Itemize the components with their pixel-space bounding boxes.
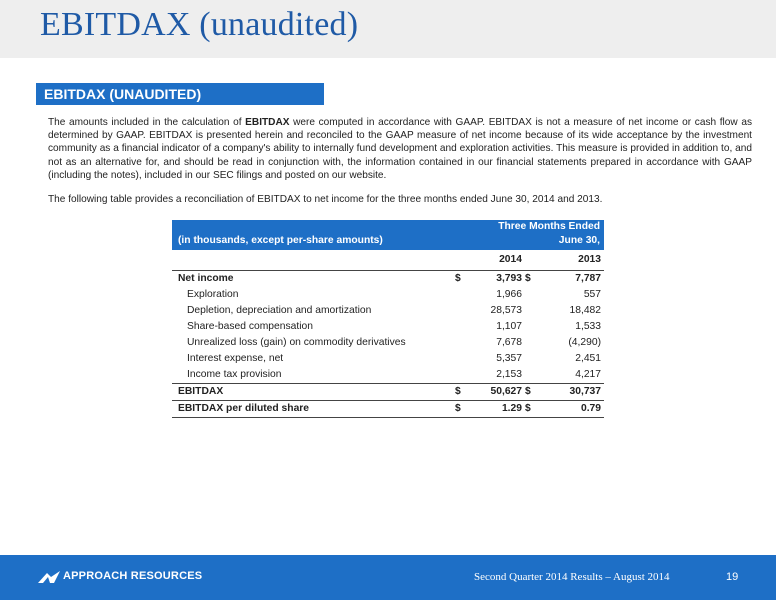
table-row	[172, 319, 604, 335]
value-2013: 1,533	[575, 321, 602, 332]
value-2013: 18,482	[569, 305, 602, 316]
row-label: Net income	[178, 273, 234, 284]
table-row	[172, 351, 604, 367]
table-row	[172, 384, 604, 401]
table-header-row-2	[172, 234, 604, 250]
currency-2013	[525, 287, 539, 303]
value-2013: 4,217	[575, 369, 602, 380]
footer-bar	[0, 555, 776, 600]
value-2013: 0.79	[539, 401, 604, 418]
table-row	[172, 367, 604, 384]
value-2014: 1,966	[496, 289, 522, 300]
table-row	[172, 401, 604, 418]
row-label: Income tax provision	[187, 369, 282, 380]
currency-2013: $	[525, 401, 539, 418]
table-row	[172, 287, 604, 303]
currency-2013	[525, 367, 539, 384]
title-bar	[0, 0, 776, 58]
column-header-2013: 2013	[525, 250, 604, 271]
currency-2013	[525, 319, 539, 335]
value-2013: (4,290)	[568, 337, 602, 348]
page-number: 19	[726, 571, 739, 583]
currency-2014	[455, 335, 469, 351]
value-2014: 3,793	[496, 273, 522, 284]
table-row	[172, 303, 604, 319]
currency-2013	[525, 335, 539, 351]
table-row	[172, 335, 604, 351]
currency-2014	[455, 287, 469, 303]
currency-2014	[455, 351, 469, 367]
column-header-2014: 2014	[455, 250, 525, 271]
row-label: EBITDAX	[172, 384, 455, 401]
row-label: Unrealized loss (gain) on commodity derivatives	[187, 337, 406, 348]
intro-text-bold-term: EBITDAX	[245, 117, 290, 128]
row-label: Exploration	[187, 289, 239, 300]
ebitdax-reconciliation-table	[172, 220, 604, 418]
value-2014: 5,357	[496, 353, 522, 364]
units-label: (in thousands, except per-share amounts)	[172, 234, 455, 250]
value-2013: 7,787	[575, 273, 602, 284]
period-heading-line2: June 30,	[455, 234, 604, 250]
table-row	[172, 271, 604, 288]
table-intro-paragraph: The following table provides a reconciliation of EBITDAX to net income for the three months ended June 30, 2014 and 2013.	[48, 194, 603, 205]
row-label: Share-based compensation	[187, 321, 313, 332]
intro-text-start: The amounts included in the calculation of	[48, 117, 246, 128]
page-title: EBITDAX (unaudited)	[40, 6, 359, 43]
row-label: Depletion, depreciation and amortization	[187, 305, 372, 316]
currency-2014: $	[455, 401, 469, 418]
section-banner-label: EBITDAX (UNAUDITED)	[44, 86, 202, 102]
value-2014: 1.29	[469, 401, 525, 418]
currency-2013: $	[525, 384, 539, 401]
section-banner	[36, 83, 324, 105]
value-2013: 30,737	[539, 384, 604, 401]
year-header-row	[172, 250, 604, 271]
approach-logo-icon	[38, 571, 60, 583]
value-2014: 2,153	[496, 369, 522, 380]
value-2014: 28,573	[490, 305, 522, 316]
footer-company-name: APPROACH RESOURCES	[63, 570, 203, 582]
currency-2014: $	[455, 384, 469, 401]
period-heading-line1: Three Months Ended	[455, 220, 604, 234]
currency-2013	[525, 351, 539, 367]
currency-2014	[455, 303, 469, 319]
value-2013: 557	[583, 289, 602, 300]
currency-2013: $	[525, 273, 531, 284]
footer-caption: Second Quarter 2014 Results – August 2014	[474, 571, 670, 583]
currency-2013	[525, 303, 539, 319]
value-2014: 7,678	[496, 337, 522, 348]
value-2014: 50,627	[469, 384, 525, 401]
row-label: Interest expense, net	[187, 353, 284, 364]
currency-2014	[455, 319, 469, 335]
row-label: EBITDAX per diluted share	[172, 401, 455, 418]
value-2014: 1,107	[496, 321, 522, 332]
value-2013: 2,451	[575, 353, 602, 364]
header-spacer	[172, 220, 455, 234]
currency-2014: $	[455, 273, 461, 284]
table-header-row-1	[172, 220, 604, 234]
year-header-spacer	[172, 250, 455, 271]
intro-text-rest: were computed in accordance with GAAP. EBITDAX is not a measure of net income or cash flow as determined by GAAP. EBITDAX is presented herein and reconciled to the GAAP measure of net income because of its wide acceptance by the investment community as a financial indicator of a company's ability to internally fund development and exploration activities. This measure is provided in addition to, and not as an alternative for, and should be read in conjunction with, the information contained in our financial statements prepared in accordance with GAAP (including the notes), included in our SEC filings and posted on our website.	[48, 117, 752, 181]
intro-paragraph	[48, 116, 752, 182]
currency-2014	[455, 367, 469, 384]
